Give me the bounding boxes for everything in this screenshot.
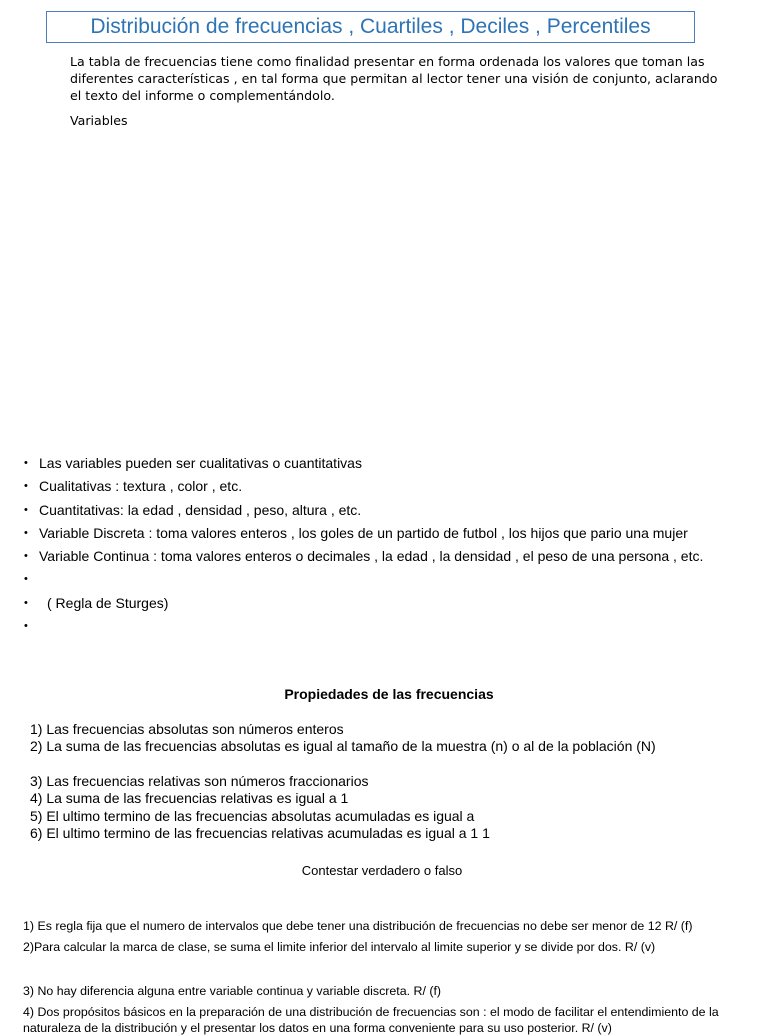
intro-paragraph: La tabla de frecuencias tiene como finalidad presentar en forma ordenada los valores que toman las diferentes características , en tal forma que permitan al lector tener una visión de conjunto, aclarando el texto del informe o complementándolo. bbox=[70, 54, 718, 103]
list-item bbox=[24, 571, 764, 594]
bullet-text: ( Regla de Sturges) bbox=[47, 594, 169, 611]
bullet-text: Cuantitativas: la edad , densidad , peso, altura , etc. bbox=[39, 501, 362, 518]
title-box bbox=[46, 11, 695, 43]
bullet-text: Las variables pueden ser cualitativas o cuantitativas bbox=[39, 455, 362, 471]
list-item bbox=[24, 525, 764, 548]
properties-heading: Propiedades de las frecuencias bbox=[284, 686, 494, 702]
question-item: 4) Dos propósitos básicos en la preparación de una distribución de frecuencias son : el modo de facilitar el entendimiento de la naturaleza de la distribución y el presentar los datos en una forma conveniente para su uso posterior. R/ (v) bbox=[23, 1005, 719, 1035]
variables-label: Variables bbox=[70, 113, 128, 128]
list-item bbox=[24, 595, 764, 618]
property-item: 3) Las frecuencias relativas son números fraccionarios bbox=[30, 773, 369, 789]
bullet-icon: • bbox=[24, 620, 28, 633]
bullet-text: Variable Continua : toma valores enteros o decimales , la edad , la densidad , el peso de una persona , etc. bbox=[39, 548, 704, 565]
bullet-icon: • bbox=[24, 480, 28, 493]
page-title: Distribución de frecuencias , Cuartiles , Deciles , Percentiles bbox=[90, 15, 651, 38]
list-item bbox=[24, 548, 764, 571]
properties-list bbox=[30, 773, 760, 842]
bullet-text: Cualitativas : textura , color , etc. bbox=[39, 478, 243, 495]
property-item: 1) Las frecuencias absolutas son números enteros bbox=[30, 721, 344, 737]
true-false-heading: Contestar verdadero o falso bbox=[301, 863, 463, 878]
bullet-icon: • bbox=[24, 503, 28, 516]
question-item: 2)Para calcular la marca de clase, se suma el limite inferior del intervalo al limite superior y se divide por dos. R/ (v) bbox=[23, 940, 656, 954]
property-item: 4) La suma de las frecuencias relativas es igual a 1 bbox=[30, 790, 349, 807]
list-item bbox=[24, 618, 764, 641]
bullet-icon: • bbox=[24, 526, 28, 539]
list-item bbox=[24, 478, 764, 501]
bullet-icon: • bbox=[24, 457, 28, 469]
property-item: 6) El ultimo termino de las frecuencias relativas acumuladas es igual a 1 1 bbox=[30, 824, 490, 841]
bullet-icon: • bbox=[24, 596, 28, 609]
question-item: 3) No hay diferencia alguna entre variable continua y variable discreta. R/ (f) bbox=[23, 984, 442, 998]
question-item: 1) Es regla fija que el numero de intervalos que debe tener una distribución de frecuencias no debe ser menor de 12 R/ (f) bbox=[23, 919, 693, 933]
variables-bullet-list bbox=[24, 455, 764, 641]
properties-list bbox=[30, 721, 760, 756]
property-item: 5) El ultimo termino de las frecuencias absolutas acumuladas es igual a bbox=[30, 807, 475, 824]
property-item: 2) La suma de las frecuencias absolutas es igual al tamaño de la muestra (n) o al de la población (N) bbox=[30, 738, 656, 755]
list-item bbox=[24, 502, 764, 525]
bullet-text: Variable Discreta : toma valores enteros , los goles de un partido de futbol , los hijos que pario una mujer bbox=[39, 524, 688, 541]
list-item bbox=[24, 455, 764, 478]
bullet-icon: • bbox=[24, 550, 28, 563]
bullet-icon: • bbox=[24, 573, 28, 586]
